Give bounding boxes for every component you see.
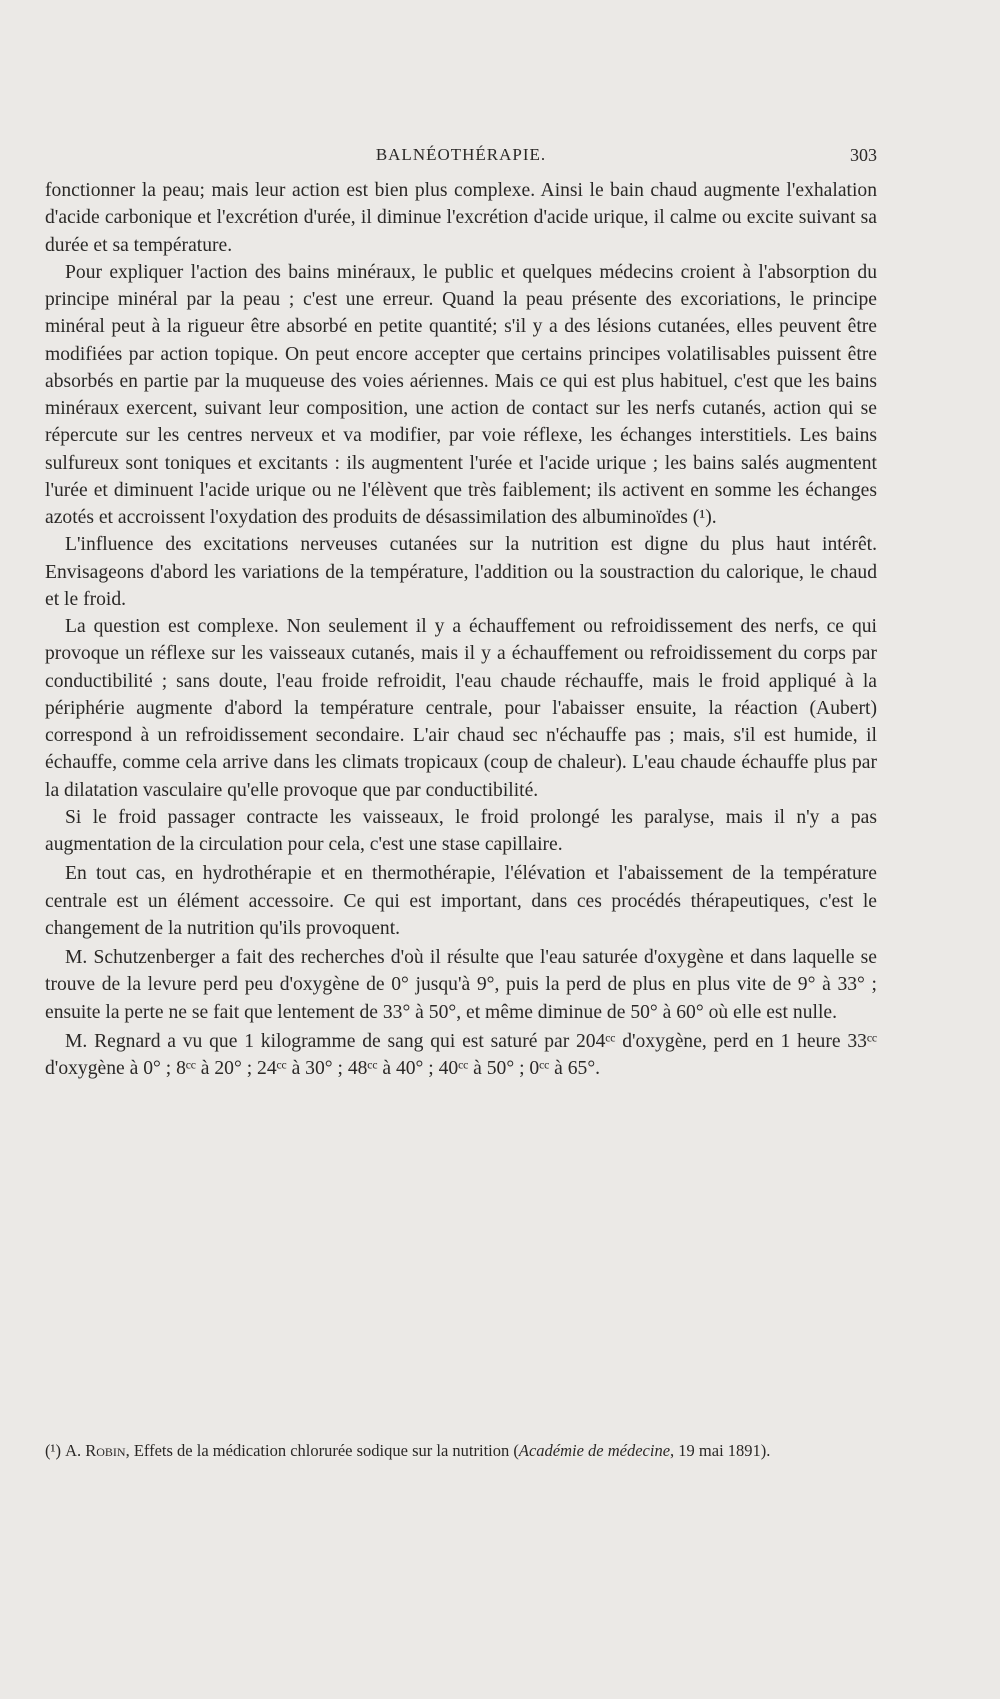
paragraph: La question est complexe. Non seulement il y a échauffement ou refroidissement des nerfs, ce qui provoque un réflexe sur les vaisseaux cutanés, mais il y a échauffement ou refroidissement du corps par conductibilité ; sans doute, l'eau froide refroidit, l'eau chaude réchauffe, mais le froid appliqué à la périphérie augmente d'abord la température centrale, pour l'abaisser ensuite, la réaction (Aubert) correspond à un refroidissement secondaire. L'air chaud sec n'échauffe pas ; mais, s'il est humide, il échauffe, comme cela arrive dans les climats tropicaux (coup de chaleur). L'eau chaude échauffe plus par la dilatation vasculaire qu'elle provoque que par conductibilité. [45,616,877,801]
page-header [45,145,877,169]
paragraph: fonctionner la peau; mais leur action est bien plus complexe. Ainsi le bain chaud augmente l'exhalation d'acide carbonique et l'excrétion d'urée, il diminue l'excrétion d'acide urique, il calme ou excite suivant sa durée et sa température. [45,180,877,256]
footnote-text: Effets de la médication chlorurée sodique sur la nutrition ( [129,1441,519,1460]
paragraph: Pour expliquer l'action des bains minéraux, le public et quelques médecins croient à l'absorption du principe minéral par la peau ; c'est une erreur. Quand la peau présente des excoriations, le principe minéral peut à la rigueur être absorbé en petite quantité; s'il y a des lésions cutanées, elles peuvent être modifiées par action topique. On peut encore accepter que certains principes volatilisables puissent être absorbés en partie par la muqueuse des voies aériennes. Mais ce qui est plus habituel, c'est que les bains minéraux exercent, suivant leur composition, une action de contact sur les nerfs cutanés, action qui se répercute sur les centres nerveux et va modifier, par voie réflexe, les échanges interstitiels. Les bains sulfureux sont toniques et excitants : ils augmentent l'urée et l'acide urique ; les bains salés augmentent l'urée et diminuent l'acide urique ou ne l'élèvent que très faiblement; ils activent en somme les échanges azotés et accroissent l'oxydation des produits de désassimilation des albuminoïdes (¹). [45,261,877,528]
footnote-date: , 19 mai 1891). [670,1441,771,1460]
footnote-marker: (¹) [45,1441,61,1460]
paragraph: M. Regnard a vu que 1 kilogramme de sang qui est saturé par 204ᶜᶜ d'oxygène, perd en 1 heure 33ᶜᶜ d'oxygène à 0° ; 8ᶜᶜ à 20° ; 24ᶜᶜ à 30° ; 48ᶜᶜ à 40° ; 40ᶜᶜ à 50° ; 0ᶜᶜ à 65°. [45,1030,877,1079]
paragraph: L'influence des excitations nerveuses cutanées sur la nutrition est digne du plus haut intérêt. Envisageons d'abord les variations de la température, l'addition ou la soustraction du calorique, le chaud et le froid. [45,534,877,610]
paragraph: Si le froid passager contracte les vaisseaux, le froid prolongé les paralyse, mais il n'y a pas augmentation de la circulation pour cela, c'est une stase capillaire. [45,806,877,855]
paragraph: En tout cas, en hydrothérapie et en thermothérapie, l'élévation et l'abaissement de la température centrale est un élément accessoire. Ce qui est important, dans ces procédés thérapeutiques, c'est le changement de la nutrition qu'ils provoquent. [45,863,877,939]
body-text [45,177,877,1082]
footnote-source: Académie de médecine [518,1441,671,1460]
footnote-author: A. Robin, [65,1441,130,1460]
footnote [45,1440,877,1462]
paragraph: M. Schutzenberger a fait des recherches d'où il résulte que l'eau saturée d'oxygène et dans laquelle se trouve de la levure perd peu d'oxygène de 0° jusqu'à 9°, puis la perd de plus en plus vite de 9° à 33° ; ensuite la perte ne se fait que lentement de 33° à 50°, et même diminue de 50° à 60° où elle est nulle. [45,947,877,1023]
running-head: BALNÉOTHÉRAPIE. [375,145,547,164]
page-number: 303 [850,145,877,165]
